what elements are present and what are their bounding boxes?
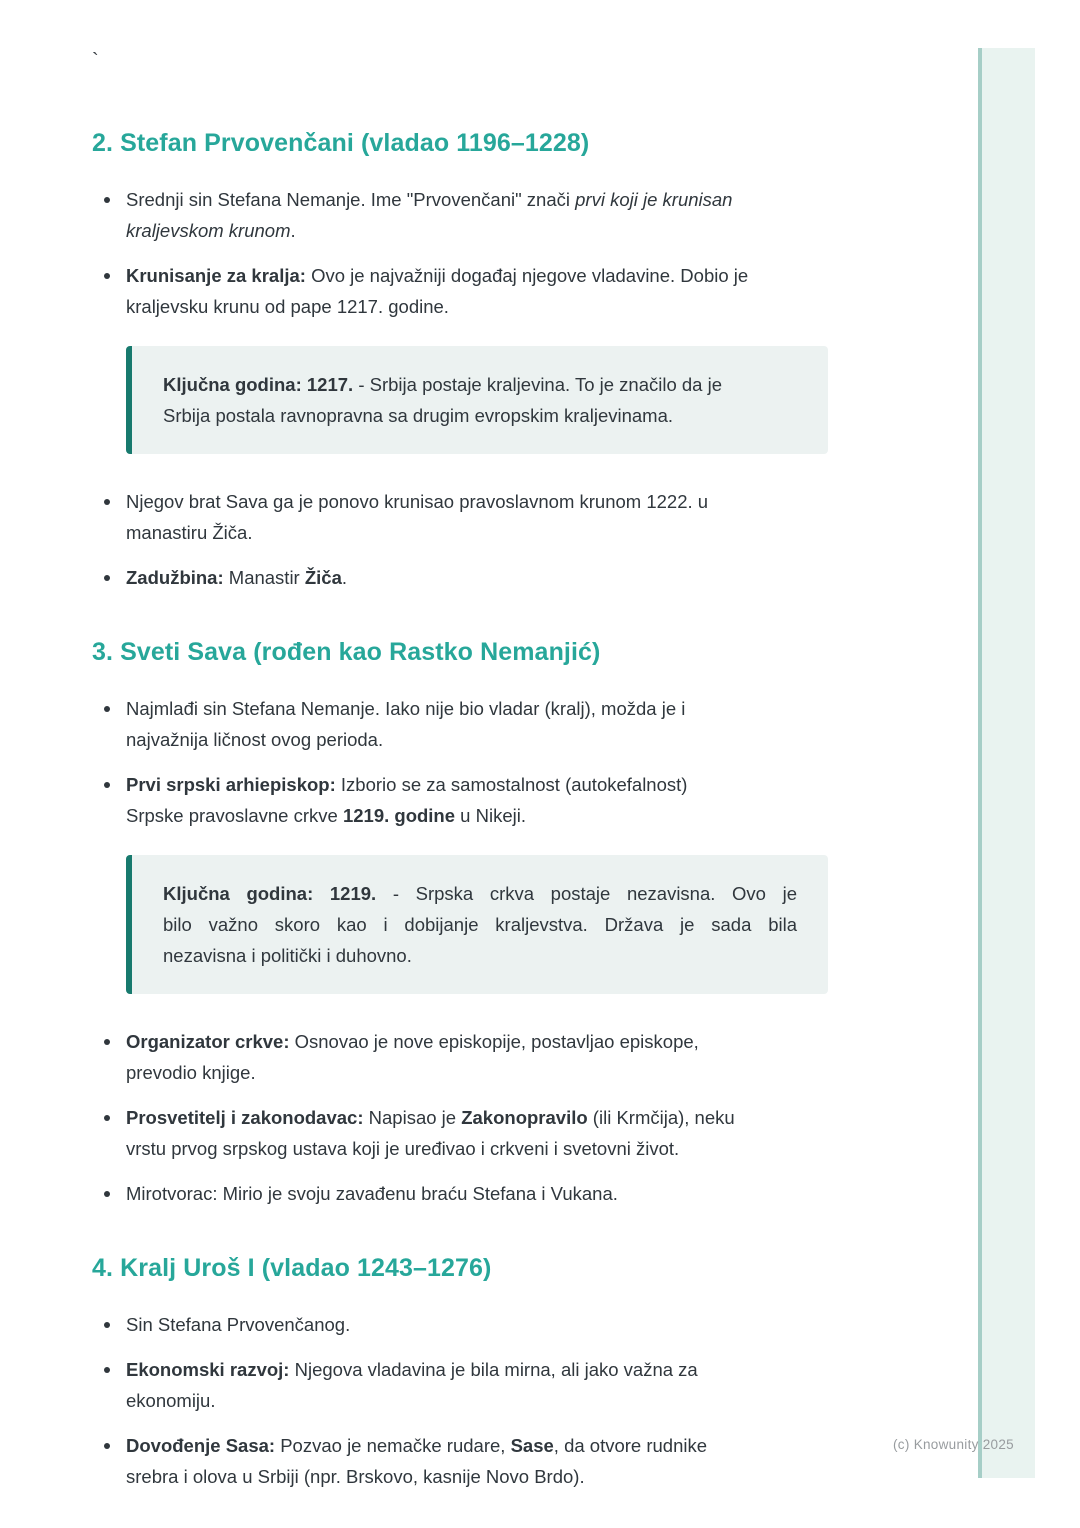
text-line: Ključna godina: 1219. - Srpska crkva postaje nezavisna. Ovo je	[163, 883, 797, 904]
text-line: prevodio knjige.	[126, 1062, 256, 1083]
list-item	[92, 693, 852, 755]
bullet-dot-icon	[104, 782, 110, 788]
list-item-text	[126, 562, 852, 593]
list-item-text	[126, 769, 852, 831]
document-content	[92, 0, 852, 1506]
list-item-text	[126, 1178, 852, 1209]
list-item-text	[126, 1430, 852, 1492]
text-line: Mirotvorac: Mirio je svoju zavađenu braću Stefana i Vukana.	[126, 1183, 618, 1204]
page-side-strip	[978, 48, 1035, 1478]
list-item-text	[126, 1026, 852, 1088]
text-line: manastiru Žiča.	[126, 522, 253, 543]
text-line: ekonomiju.	[126, 1390, 216, 1411]
text-line: kraljevskom krunom.	[126, 220, 296, 241]
bullet-dot-icon	[104, 1443, 110, 1449]
list-item-text	[126, 1309, 852, 1340]
section-blocks	[92, 1309, 852, 1492]
list-item	[92, 562, 852, 593]
list-item-text	[126, 184, 852, 246]
section-heading: 2. Stefan Prvovenčani (vladao 1196–1228)	[92, 129, 590, 157]
key-year-callout	[126, 855, 828, 994]
list-item-text	[126, 260, 852, 322]
list-item-text	[126, 693, 852, 755]
text-line: najvažnija ličnost ovog perioda.	[126, 729, 384, 750]
bullet-dot-icon	[104, 1039, 110, 1045]
text-line: Najmlađi sin Stefana Nemanje. Iako nije bio vladar (kralj), možda je i	[126, 698, 686, 719]
list-item-text	[126, 1354, 852, 1416]
list-item	[92, 260, 852, 322]
section-heading: 4. Kralj Uroš I (vladao 1243–1276)	[92, 1254, 492, 1282]
text-line: Krunisanje za kralja: Ovo je najvažniji događaj njegove vladavine. Dobio je	[126, 265, 749, 286]
bullet-dot-icon	[104, 1191, 110, 1197]
bullet-dot-icon	[104, 1115, 110, 1121]
text-line: bilo važno skoro kao i dobijanje kraljevstva. Država je sada bila	[163, 914, 797, 935]
text-line: Dovođenje Sasa: Pozvao je nemačke rudare, Sase, da otvore rudnike	[126, 1435, 708, 1456]
text-line: nezavisna i politički i duhovno.	[163, 945, 412, 966]
section-blocks	[92, 184, 852, 593]
bullet-dot-icon	[104, 706, 110, 712]
text-line: Prvi srpski arhiepiskop: Izborio se za samostalnost (autokefalnost)	[126, 774, 688, 795]
list-item-text	[126, 1102, 852, 1164]
bullet-dot-icon	[104, 1367, 110, 1373]
text-line: srebra i olova u Srbiji (npr. Brskovo, kasnije Novo Brdo).	[126, 1466, 585, 1487]
bullet-dot-icon	[104, 197, 110, 203]
watermark: (c) Knowunity 2025	[893, 1437, 1014, 1452]
list-item	[92, 486, 852, 548]
bullet-dot-icon	[104, 1322, 110, 1328]
section-blocks	[92, 693, 852, 1209]
list-item	[92, 769, 852, 831]
text-line: Zadužbina: Manastir Žiča.	[126, 567, 348, 588]
list-item-text	[126, 486, 852, 548]
text-line: Prosvetitelj i zakonodavac: Napisao je Zakonopravilo (ili Krmčija), neku	[126, 1107, 735, 1128]
bullet-dot-icon	[104, 273, 110, 279]
list-item	[92, 1178, 852, 1209]
list-item	[92, 184, 852, 246]
text-line: kraljevsku krunu od pape 1217. godine.	[126, 296, 449, 317]
list-item	[92, 1430, 852, 1492]
bullet-dot-icon	[104, 499, 110, 505]
list-item	[92, 1309, 852, 1340]
text-line: Srpske pravoslavne crkve 1219. godine u Nikeji.	[126, 805, 526, 826]
text-line: Ekonomski razvoj: Njegova vladavina je bila mirna, ali jako važna za	[126, 1359, 698, 1380]
callout-text	[163, 878, 797, 971]
text-line: Srednji sin Stefana Nemanje. Ime "Prvovenčani" znači prvi koji je krunisan	[126, 189, 733, 210]
list-item	[92, 1354, 852, 1416]
bullet-dot-icon	[104, 575, 110, 581]
text-line: Ključna godina: 1217. - Srbija postaje kraljevina. To je značilo da je	[163, 374, 723, 395]
list-item	[92, 1102, 852, 1164]
callout-text	[163, 369, 797, 431]
key-year-callout	[126, 346, 828, 454]
list-item	[92, 1026, 852, 1088]
text-line: Njegov brat Sava ga je ponovo krunisao pravoslavnom krunom 1222. u	[126, 491, 709, 512]
section-heading: 3. Sveti Sava (rođen kao Rastko Nemanjić)	[92, 638, 601, 666]
stray-backtick-mark: `	[92, 50, 99, 72]
text-line: Sin Stefana Prvovenčanog.	[126, 1314, 351, 1335]
text-line: vrstu prvog srpskog ustava koji je uređivao i crkveni i svetovni život.	[126, 1138, 680, 1159]
text-line: Srbija postala ravnopravna sa drugim evropskim kraljevinama.	[163, 405, 674, 426]
text-line: Organizator crkve: Osnovao je nove episkopije, postavljao episkope,	[126, 1031, 699, 1052]
